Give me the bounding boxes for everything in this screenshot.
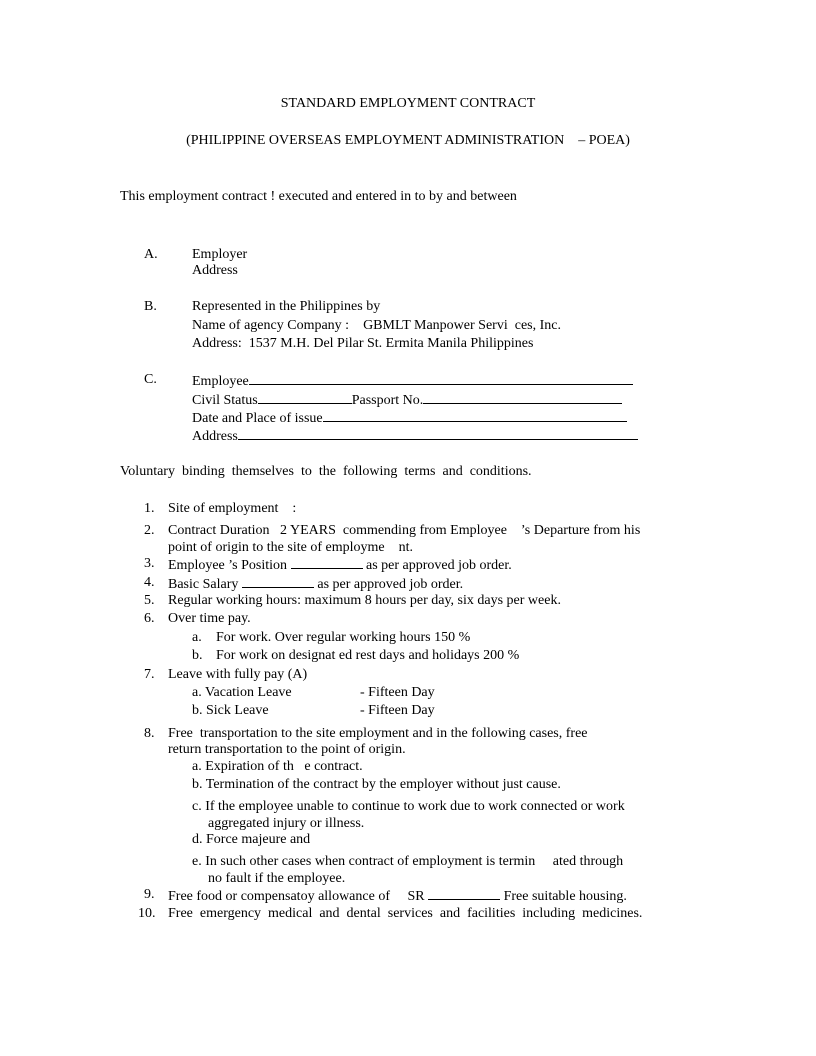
term-number: 9. — [144, 887, 155, 902]
date-place-label: Date and Place of issue — [192, 411, 323, 426]
employee-field — [192, 371, 633, 391]
civil-status-blank — [258, 390, 352, 404]
position-blank — [291, 555, 363, 569]
transport-case-c-cont: aggregated injury or illness. — [208, 816, 365, 831]
term-transport: Free transportation to the site employment and in the following cases, free — [168, 726, 588, 741]
term-number: 2. — [144, 523, 155, 538]
employee-label: Employee — [192, 374, 249, 389]
date-place-field — [192, 408, 627, 428]
salary-label: Basic Salary — [168, 577, 242, 592]
term-duration-cont: point of origin to the site of employme nt. — [168, 540, 413, 555]
employee-address-label: Address — [192, 429, 238, 444]
binding-paragraph: Voluntary binding themselves to the following terms and conditions. — [120, 464, 532, 479]
term-position — [168, 555, 512, 575]
term-duration: Contract Duration 2 YEARS commending from Employee ’s Departure from his — [168, 523, 641, 538]
vacation-leave-value: - Fifteen Day — [360, 685, 435, 700]
employee-blank — [249, 371, 633, 385]
term-food — [168, 886, 627, 906]
term-number: 10. — [138, 906, 156, 921]
transport-case-c: c. If the employee unable to continue to work due to work connected or work — [192, 799, 625, 814]
sick-leave-value: - Fifteen Day — [360, 703, 435, 718]
sick-leave-label: b. Sick Leave — [192, 703, 269, 718]
food-suffix: Free suitable housing. — [500, 889, 627, 904]
food-allowance-blank — [428, 886, 500, 900]
term-number: 1. — [144, 501, 155, 516]
term-number: 6. — [144, 611, 155, 626]
term-number: 7. — [144, 667, 155, 682]
term-hours: Regular working hours: maximum 8 hours per day, six days per week. — [168, 593, 561, 608]
term-leave: Leave with fully pay (A) — [168, 667, 308, 682]
position-label: Employee ’s Position — [168, 558, 291, 573]
agency-address: Address: 1537 M.H. Del Pilar St. Ermita Manila Philippines — [192, 336, 534, 351]
salary-suffix: as per approved job order. — [313, 577, 464, 592]
overtime-b-letter: b. — [192, 648, 203, 663]
civil-status-label: Civil Status — [192, 393, 258, 408]
position-suffix: as per approved job order. — [362, 558, 512, 573]
term-transport-cont: return transportation to the point of origin. — [168, 742, 406, 757]
intro-paragraph: This employment contract ! executed and entered in to by and between — [120, 189, 517, 204]
overtime-b: For work on designat ed rest days and holidays 200 % — [216, 648, 520, 663]
document-subtitle: (PHILIPPINE OVERSEAS EMPLOYMENT ADMINISTRATION – POEA) — [186, 133, 630, 148]
transport-case-e: e. In such other cases when contract of employment is termin ated through — [192, 854, 624, 869]
overtime-a-letter: a. — [192, 630, 202, 645]
agency-name: Name of agency Company : GBMLT Manpower Servi ces, Inc. — [192, 318, 561, 333]
party-b-letter: B. — [144, 299, 157, 314]
term-medical: Free emergency medical and dental services and facilities including medicines. — [168, 906, 643, 921]
represented-label: Represented in the Philippines by — [192, 299, 381, 314]
term-salary — [168, 574, 463, 594]
passport-blank — [423, 390, 622, 404]
employee-address-field — [192, 426, 638, 446]
transport-case-b: b. Termination of the contract by the employer without just cause. — [192, 777, 561, 792]
overtime-a: For work. Over regular working hours 150 % — [216, 630, 471, 645]
term-number: 4. — [144, 575, 155, 590]
salary-blank — [242, 574, 314, 588]
civil-status-field — [192, 390, 622, 410]
employer-label: Employer — [192, 247, 248, 262]
party-c-letter: C. — [144, 372, 157, 387]
employee-address-blank — [238, 426, 638, 440]
employer-address-label: Address — [192, 263, 238, 278]
term-site: Site of employment : — [168, 501, 297, 516]
passport-label: Passport No. — [351, 393, 424, 408]
term-number: 5. — [144, 593, 155, 608]
transport-case-d: d. Force majeure and — [192, 832, 311, 847]
food-label: Free food or compensatoy allowance of SR — [168, 889, 429, 904]
transport-case-a: a. Expiration of th e contract. — [192, 759, 363, 774]
party-a-letter: A. — [144, 247, 158, 262]
date-place-blank — [323, 408, 627, 422]
document-title: STANDARD EMPLOYMENT CONTRACT — [280, 96, 536, 111]
term-number: 8. — [144, 726, 155, 741]
term-overtime: Over time pay. — [168, 611, 251, 626]
vacation-leave-label: a. Vacation Leave — [192, 685, 292, 700]
transport-case-e-cont: no fault if the employee. — [208, 871, 346, 886]
term-number: 3. — [144, 556, 155, 571]
